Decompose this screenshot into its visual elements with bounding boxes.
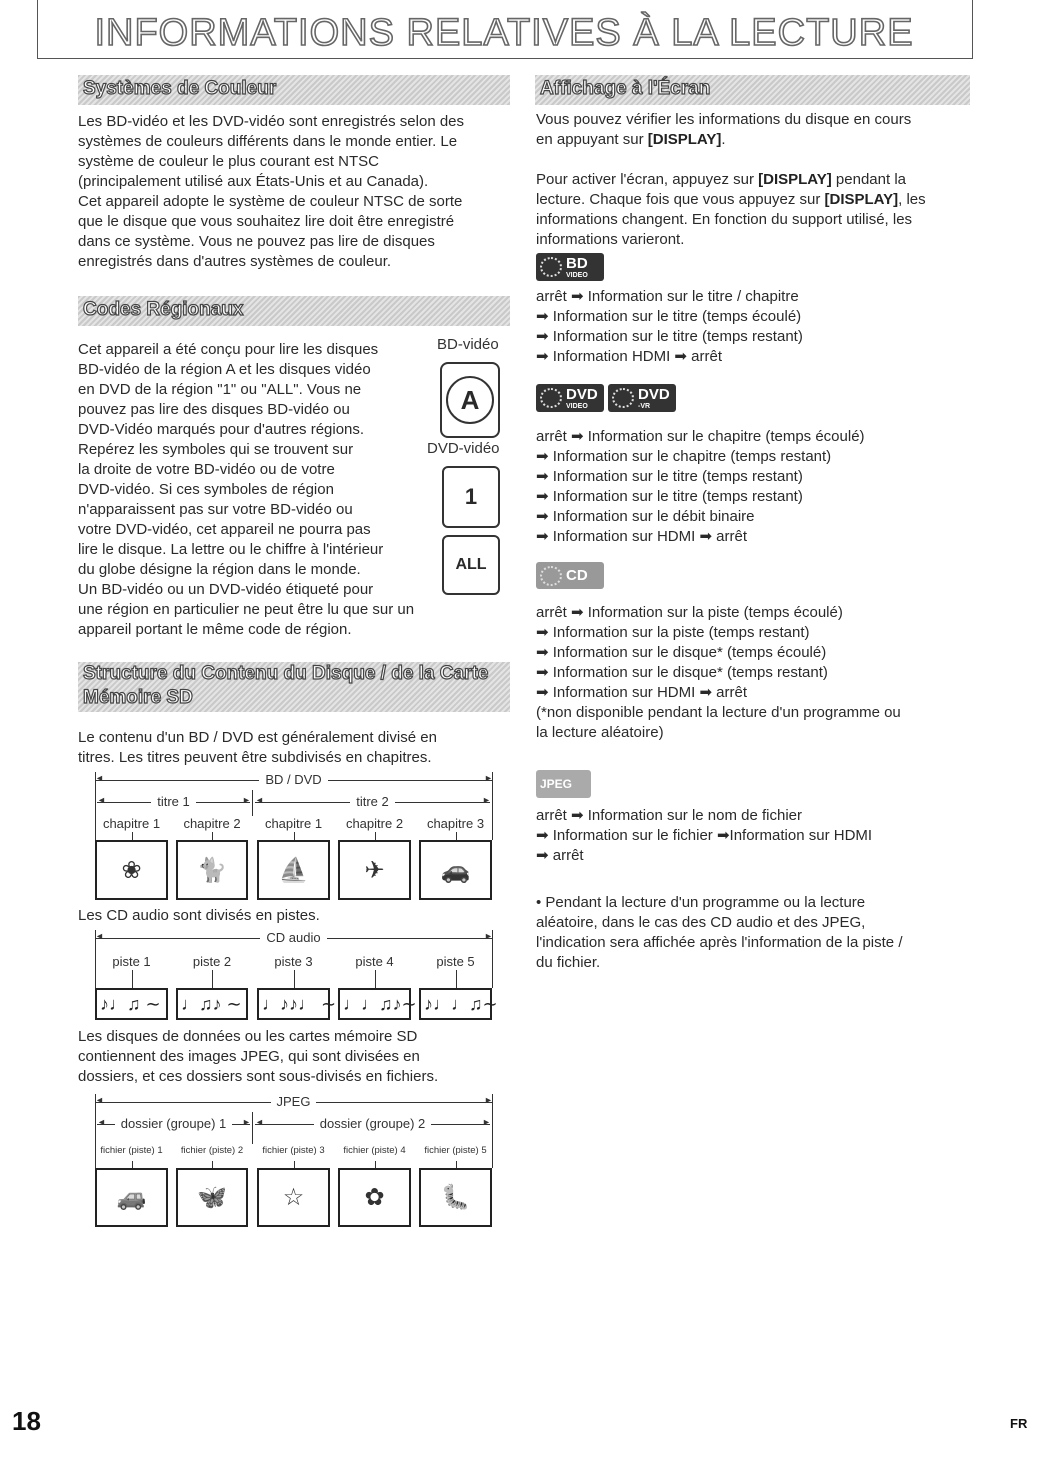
text-line: Cet appareil adopte le système de couleur NTSC de sorte [78,193,463,210]
section-heading-couleur: Systèmes de Couleur [78,75,510,105]
paragraph-structure-intro [78,728,437,768]
text-line: (*non disponible pendant la lecture d'un programme ou [536,704,901,721]
item-label: chapitre 2 [183,816,241,831]
group-divider [252,790,253,816]
text-line: lire le disque. La lettre ou le chiffre à l'intérieur [78,541,384,558]
group-2-label-wrap [255,1116,490,1131]
text-line [536,130,911,150]
paragraph-affichage-details [536,170,926,250]
connector [375,832,376,840]
bd-video-label: BD-vidéo [437,336,499,353]
arrow-right-icon: ► [242,1117,251,1127]
text-line: ➡ Information sur le titre (temps restant) [536,328,803,345]
text-line [536,190,926,210]
connector [132,832,133,840]
text-line: ➡ Information sur le disque* (temps restant) [536,664,828,681]
text-line: ➡ Information sur le titre (temps écoulé) [536,308,802,325]
text-line: ➡ Information sur le fichier ➡Information sur HDMI [536,827,873,844]
badge-sub: -VR [638,402,651,410]
connector [456,1161,457,1168]
text-line: système de couleur le plus courant est NTSC [78,153,379,170]
display-key: [DISPLAY] [647,131,722,148]
picture-thumbnail: 🐈 [176,840,248,900]
paragraph-affichage-intro [536,110,911,150]
jpeg-sequence [536,806,872,866]
arrow-left-icon: ◄ [95,773,104,783]
item-label: piste 3 [274,954,313,969]
bracket-right [492,1094,493,1168]
section-heading-codes: Codes Régionaux [78,296,510,326]
total-label: JPEG [271,1094,317,1109]
text-line: informations varieront. [536,231,685,248]
text-line: du fichier. [536,954,601,971]
arrow-right-icon: ► [242,795,251,805]
text-line: ➡ arrêt [536,847,584,864]
connector [294,970,295,988]
text-line: ➡ Information sur le disque* (temps écoulé) [536,644,827,661]
text-line: ➡ Information sur la piste (temps restant) [536,624,810,641]
connector [132,1161,133,1168]
display-key: [DISPLAY] [758,171,832,188]
group-divider [252,1112,253,1144]
music-notes-icon: ♩♪♪♩ ∼ [257,988,330,1020]
region-a-label: A [446,376,494,424]
connector [456,832,457,840]
text-line: appareil portant le même code de région. [78,621,352,638]
text-line: dans ce système. Vous ne pouvez pas lire de disques [78,233,435,250]
connector [212,832,213,840]
region-all-label: ALL [455,556,487,573]
text-line: aléatoire, dans le cas des CD audio et des JPEG, [536,914,866,931]
music-notes-icon: ♩♩♫♪∼ [338,988,411,1020]
region-all-globe-icon [442,535,500,595]
text-line: une région en particulier ne peut être lu que sur un [78,601,415,618]
language-code: FR [1010,1416,1028,1431]
connector [132,970,133,988]
text-line: dossiers, et ces dossiers sont sous-divisés en fichiers. [78,1068,439,1085]
paragraph-cd-intro [78,906,320,926]
picture-thumbnail: 🐛 [419,1168,492,1227]
arrow-left-icon: ◄ [95,931,104,941]
jpeg-badge-icon [536,770,591,798]
text-line: l'indication sera affichée après l'information de la piste / [536,934,903,951]
text-line: n'apparaissent pas sur votre BD-vidéo ou [78,501,353,518]
text-line: • Pendant la lecture d'un programme ou la lecture [536,894,866,911]
total-label: BD / DVD [259,772,327,787]
connector [294,832,295,840]
paragraph-jpeg-intro [78,1027,438,1087]
picture-thumbnail: ❀ [95,840,168,900]
text-line: la droite de votre BD-vidéo ou de votre [78,461,335,478]
connector [375,1161,376,1168]
arrow-right-icon: ► [484,931,493,941]
dvd-video-badge-icon [536,384,604,412]
text-line: informations changent. En fonction du support utilisé, les [536,211,913,228]
page-number: 18 [12,1406,41,1436]
picture-thumbnail: 🚙 [95,1168,168,1227]
section-heading-structure [78,662,510,712]
text-segment: Pour activer l'écran, appuyez sur [536,171,759,188]
music-notes-icon: ♪♩♫ ∼ [95,988,168,1020]
text-line: que le disque que vous souhaitez lire doit être enregistré [78,213,455,230]
text-line: arrêt ➡ Information sur le titre / chapitre [536,288,799,305]
region-1-label: 1 [464,484,478,509]
total-label-wrap [95,930,492,945]
arrow-right-icon: ► [484,1095,493,1105]
text-line: la lecture aléatoire) [536,724,664,741]
text-line: en DVD de la région "1" ou "ALL". Vous ne [78,381,362,398]
group-1-label-wrap [97,1116,250,1131]
text-line: (principalement utilisé aux États-Unis et au Canada). [78,173,429,190]
item-label: fichier (piste) 3 [262,1145,325,1156]
group-2-label-wrap [255,794,490,809]
paragraph-couleur [78,112,464,272]
heading-line-1: Structure du Contenu du Disque / de la Carte [83,663,489,684]
text-line: enregistrés dans d'autres systèmes de couleur. [78,253,392,270]
cd-badge-icon [536,562,604,589]
text-line: ➡ Information sur HDMI ➡ arrêt [536,684,748,701]
connector [212,1161,213,1168]
item-label: fichier (piste) 2 [180,1145,244,1156]
text-line: ➡ Information sur le chapitre (temps restant) [536,448,832,465]
item-label: piste 2 [192,954,232,969]
text-line: ➡ Information sur le débit binaire [536,508,755,525]
text-line: arrêt ➡ Information sur la piste (temps écoulé) [536,604,843,621]
arrow-left-icon: ◄ [255,1117,264,1127]
page-title: INFORMATIONS RELATIVES À LA LECTURE [94,12,914,54]
group-1-label-wrap [97,794,250,809]
item-label: chapitre 3 [426,816,485,831]
text-line: ➡ Information sur le titre (temps restant) [536,468,803,485]
region-1-globe-icon [442,466,500,528]
text-segment: lecture. Chaque fois que vous appuyez sur [536,191,825,208]
text-segment: en appuyant sur [536,131,648,148]
paragraph-codes [78,340,414,640]
bd-sequence [536,287,803,367]
arrow-left-icon: ◄ [97,795,106,805]
arrow-right-icon: ► [484,773,493,783]
text-line: arrêt ➡ Information sur le nom de fichier [536,807,803,824]
section-heading-affichage: Affichage à l'Écran [535,75,970,105]
arrow-right-icon: ► [482,1117,491,1127]
text-line: contiennent des images JPEG, qui sont divisées en [78,1048,420,1065]
dvd-vr-badge-icon [608,384,676,412]
group-1-label: titre 1 [151,794,196,809]
group-1-label: dossier (groupe) 1 [115,1116,233,1131]
connector [456,970,457,988]
badge-sub: VIDEO [566,402,588,410]
picture-thumbnail: 🦋 [176,1168,248,1227]
badge-main: JPEG [540,777,573,791]
badge-main: BD [566,254,588,272]
text-line: titres. Les titres peuvent être subdivisés en chapitres. [78,749,432,766]
badge-main: DVD [638,385,670,403]
text-segment: pendant la [831,171,906,188]
text-line: systèmes de couleurs différents dans le monde entier. Le [78,133,458,150]
text-line: pouvez pas lire des disques BD-vidéo ou [78,401,350,418]
text-line: Cet appareil a été conçu pour lire les disques [78,341,379,358]
item-label: fichier (piste) 4 [343,1145,406,1156]
item-label: chapitre 2 [345,816,404,831]
picture-thumbnail: ✈ [338,840,411,900]
picture-thumbnail: ☆ [257,1168,330,1227]
picture-thumbnail: ✿ [338,1168,411,1227]
arrow-left-icon: ◄ [255,795,264,805]
heading-line-2: Mémoire SD [83,687,193,708]
text-line: DVD-vidéo. Si ces symboles de région [78,481,334,498]
dvd-video-label: DVD-vidéo [427,440,500,457]
dvd-sequence [536,427,865,547]
arrow-left-icon: ◄ [97,1117,106,1127]
connector [294,1161,295,1168]
total-label-wrap [95,1094,492,1109]
badge-sub: VIDEO [566,271,588,279]
badge-main: DVD [566,385,598,403]
region-a-icon [440,362,500,438]
arrow-left-icon: ◄ [95,1095,104,1105]
item-label: chapitre 1 [264,816,323,831]
note-bullet [536,893,903,973]
group-2-label: titre 2 [350,794,395,809]
text-line: Les disques de données ou les cartes mémoire SD [78,1028,418,1045]
music-notes-icon: ♩♫♪ ∼ [176,988,248,1020]
cd-sequence [536,603,901,743]
text-line: du globe désigne la région dans le monde. [78,561,361,578]
bd-video-badge-icon [536,253,604,281]
text-line: ➡ Information sur HDMI ➡ arrêt [536,528,748,545]
text-line: ➡ Information HDMI ➡ arrêt [536,348,723,365]
text-segment: . [721,131,726,148]
display-key: [DISPLAY] [824,191,899,208]
total-label-wrap [95,772,492,787]
text-line: ➡ Information sur le titre (temps restant) [536,488,803,505]
item-label: fichier (piste) 1 [100,1145,163,1156]
text-line: DVD-Vidéo marqués pour d'autres régions. [78,421,365,438]
group-2-label: dossier (groupe) 2 [314,1116,432,1131]
item-label: piste 1 [112,954,151,969]
text-line: votre DVD-vidéo, cet appareil ne pourra pas [78,521,371,538]
picture-thumbnail: 🚗 [419,840,492,900]
arrow-right-icon: ► [482,795,491,805]
text-line: Repérez les symboles qui se trouvent sur [78,441,354,458]
text-line: arrêt ➡ Information sur le chapitre (temps écoulé) [536,428,865,445]
text-line: Les BD-vidéo et les DVD-vidéo sont enregistrés selon des [78,113,465,130]
item-label: piste 5 [436,954,475,969]
text-line: Vous pouvez vérifier les informations du disque en cours [536,111,912,128]
item-label: piste 4 [355,954,394,969]
item-label: chapitre 1 [102,816,161,831]
text-line [536,170,926,190]
connector [375,970,376,988]
badge-main: CD [566,567,588,584]
text-line: Les CD audio sont divisés en pistes. [78,907,320,924]
text-segment: , les [898,191,926,208]
total-label: CD audio [260,930,326,945]
text-line: BD-vidéo de la région A et les disques vidéo [78,361,371,378]
text-line: Le contenu d'un BD / DVD est généralement divisé en [78,729,437,746]
text-line: Un BD-vidéo ou un DVD-vidéo étiqueté pour [78,581,374,598]
connector [212,970,213,988]
picture-thumbnail: ⛵ [257,840,330,900]
item-label: fichier (piste) 5 [424,1145,487,1156]
music-notes-icon: ♪♩♩♫∼ [419,988,492,1020]
